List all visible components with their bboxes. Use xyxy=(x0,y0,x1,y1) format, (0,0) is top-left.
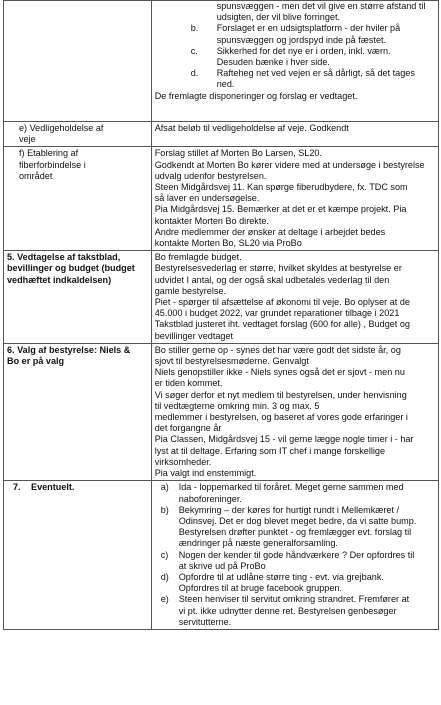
text-line: Bo fremlagde budget. xyxy=(154,252,242,263)
text-line: udvalg udenfor bestyrelsen. xyxy=(154,170,267,181)
text-line: Bestyrelsen drøfter punktet - og fremlægger evt. forslag til xyxy=(178,527,412,538)
content-cell xyxy=(151,122,438,147)
table-row xyxy=(4,147,439,251)
label-cell xyxy=(4,122,152,147)
list-marker: b. xyxy=(190,23,199,34)
text-line: medlemmer i bestyrelsen, og baseret af vores gode erfaringer i xyxy=(154,412,408,423)
text-line: Bekymring – der køres for hurtigt rundt i Mellemkæret / xyxy=(178,504,400,515)
text-line: Forslag stillet af Morten Bo Larsen, SL20. xyxy=(154,148,323,159)
section-title: Eventuelt. xyxy=(31,482,75,493)
row-label: veje xyxy=(19,134,36,145)
table-row xyxy=(4,343,439,480)
table-row xyxy=(4,251,439,344)
content-cell xyxy=(151,1,438,122)
list-marker: e) xyxy=(160,594,169,605)
list-marker: c. xyxy=(190,45,198,56)
text-line: til vedtægterne omkring min. 3 og max. 5 xyxy=(154,400,320,411)
row-label: vedhæftet indkaldelsen) xyxy=(7,274,112,285)
list-item xyxy=(155,23,435,45)
text-line: at skrive ud på ProBo xyxy=(178,560,266,571)
table-row xyxy=(4,122,439,147)
text-line: Pia valgt ind enstemmigt. xyxy=(154,468,257,479)
list-marker: d) xyxy=(160,571,169,582)
list-marker: a) xyxy=(160,482,169,493)
table-row xyxy=(4,481,439,630)
text-line: virksomheder. xyxy=(154,456,212,467)
row-label: bevillinger og budget (budget xyxy=(7,263,135,274)
label-cell xyxy=(4,147,152,251)
text-line: sjovt til bestyrelsesmøderne. Genvalgt xyxy=(154,356,309,367)
text-line: Afsat beløb til vedligeholdelse af veje. Godkendt xyxy=(154,123,349,133)
text-line: Sikkerhed for det nye er i orden, inkl. værn. xyxy=(216,45,391,56)
row-label: e) Vedligeholdelse af xyxy=(19,123,104,133)
row-label xyxy=(7,482,148,493)
text-line: Ida - loppemarked til foråret. Meget gerne sammen med xyxy=(178,482,404,493)
text-line: Rafteheg net ved vejen er så dårligt, så det tages xyxy=(216,68,415,79)
text-line: Piet - spørger til afsættelse af økonomi til veje. Bo oplyser at de xyxy=(154,297,410,308)
text-line: vi pt. ikke udnytter denne ret. Bestyrelsen genbesøger xyxy=(178,605,397,616)
text-line: Forslaget er en udsigtsplatform - der hviler på xyxy=(216,23,401,34)
text-line: er tiden kommet. xyxy=(154,378,223,389)
list-item xyxy=(155,572,435,594)
sub-list xyxy=(155,482,435,628)
text-line: Pia Classen, Midgårdsvej 15 - vil gerne lægge nogle timer i - har xyxy=(154,434,414,445)
table-row xyxy=(4,1,439,122)
minutes-table xyxy=(3,0,439,630)
text-line: så laver en undersøgelse. xyxy=(154,193,260,204)
text-line: kontakter Morten Bo direkte. xyxy=(154,215,269,226)
text-line: Godkendt at Morten Bo kører videre med at undersøge i bestyrelse xyxy=(154,159,425,170)
row-label: 5. Vedtagelse af takstblad, xyxy=(7,252,121,263)
content-cell xyxy=(151,343,438,480)
text-line: kontakte Morten Bo, SL20 via ProBo xyxy=(154,238,302,249)
text-line: udvidet I antal, og der også skal udbetales vederlag til den xyxy=(154,274,390,285)
section-number: 7. xyxy=(13,482,21,493)
row-label: 6. Valg af bestyrelse: Niels & xyxy=(7,344,131,355)
text-line: De fremlagte disponeringer og forslag er vedtaget. xyxy=(154,90,358,101)
text-line: Vi søger derfor et nyt medlem til bestyrelsen, under henvisning xyxy=(154,389,407,400)
row-label: f) Etablering af xyxy=(19,148,79,159)
text-line: Steen henviser til servitut omkring strandret. Fremfører at xyxy=(178,594,410,605)
list-marker: b) xyxy=(160,504,169,515)
text-line: 45.000 i budget 2022, var grundet reparationer tilbage i 2021 xyxy=(154,308,400,319)
text-line: servitutterne. xyxy=(178,616,232,627)
content-cell xyxy=(151,481,438,630)
text-line: Niels genopstiller ikke - Niels synes også det er sjovt - men nu xyxy=(154,367,405,378)
text-line: bevillinger vedtaget xyxy=(154,330,234,341)
sub-list xyxy=(155,23,435,90)
list-item xyxy=(155,46,435,68)
content-cell xyxy=(151,251,438,344)
text-line: Bestyrelsesvederlag er større, hvilket skyldes at bestyrelse er xyxy=(154,263,402,274)
text-line: Odinsvej. Det er dog blevet meget bedre, da vi satte bump. xyxy=(178,515,417,526)
row-label: fiberforbindelse i xyxy=(19,159,86,170)
text-line: Opfordre til at udlåne større ting - evt. via grejbank. xyxy=(178,571,384,582)
label-cell xyxy=(4,481,152,630)
text-line: Bo stiller gerne op - synes det har være godt det sidste år, og xyxy=(154,344,401,355)
text-line: Andre medlemmer der ønsker at deltage i arbejdet bedes xyxy=(154,226,386,237)
text-line: Desuden bænke i hver side. xyxy=(216,57,330,68)
list-item xyxy=(155,550,435,572)
text-line: Steen Midgårdsvej 11. Kan spørge fiberudbydere, fx. TDC som xyxy=(154,182,408,193)
text-line: udsigten, der vil blive forringet. xyxy=(216,12,341,23)
list-item xyxy=(155,68,435,90)
text-line: spunsvæggen og jordspyd inde på fæstet. xyxy=(216,34,387,45)
content-cell xyxy=(151,147,438,251)
label-cell xyxy=(4,343,152,480)
list-item xyxy=(155,594,435,628)
text-line: Nogen der kender til gode håndværkere ? Der opfordres til xyxy=(178,549,415,560)
text-line: naboforeninger. xyxy=(178,493,242,504)
text-line: gamle bestyrelse. xyxy=(154,285,226,296)
text-line: ændringer på næste generalforsamling. xyxy=(178,538,338,549)
row-label: området xyxy=(19,170,53,181)
text-line: ned. xyxy=(216,79,235,90)
text-line: Opfordres til at bruge facebook gruppen. xyxy=(178,583,342,594)
text-line: lyst at til deltage. Erfaring som IT chef i mange forskellige xyxy=(154,445,386,456)
label-cell xyxy=(4,1,152,122)
row-label: Bo er på valg xyxy=(7,356,65,367)
list-marker: d. xyxy=(190,68,199,79)
text-line: det forgangne år xyxy=(154,423,222,434)
text-line: Pia Midgårdsvej 15. Bemærker at det er et kæmpe projekt. Pia xyxy=(154,204,407,215)
text-line: spunsvæggen - men det vil give en større afstand til xyxy=(216,1,426,11)
text-line: Takstblad justeret iht. vedtaget forslag (600 for alle) , Budget og xyxy=(154,319,410,330)
list-marker: c) xyxy=(160,549,169,560)
list-item xyxy=(155,482,435,504)
list-item xyxy=(155,505,435,550)
label-cell xyxy=(4,251,152,344)
